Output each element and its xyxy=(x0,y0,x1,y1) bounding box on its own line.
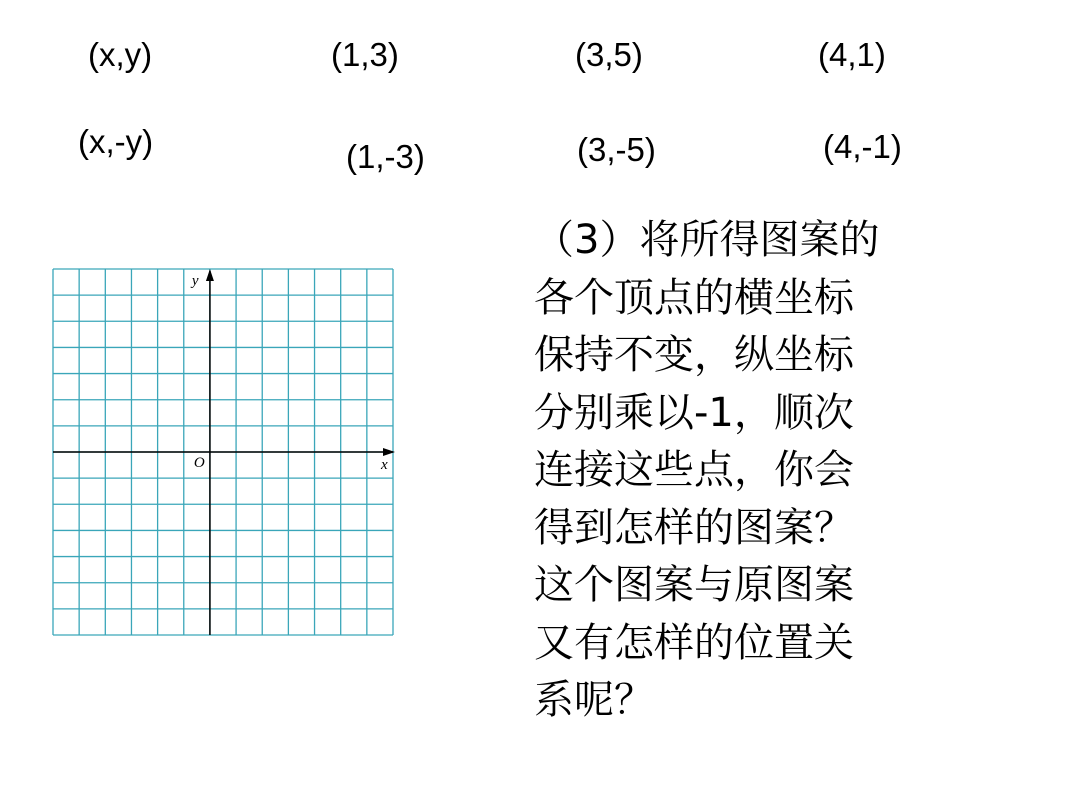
y-axis-label: y xyxy=(191,273,199,289)
coord-point-1: (1,3) xyxy=(331,36,399,73)
coord-transformed-point-2: (3,-5) xyxy=(577,131,656,168)
coord-original-label: (x,y) xyxy=(88,36,153,73)
problem-line-1: （3）将所得图案的 xyxy=(534,217,880,263)
problem-line-7: 这个图案与原图案 xyxy=(534,562,854,608)
x-axis-label: x xyxy=(381,457,388,473)
coord-transformed-label: (x,-y) xyxy=(78,123,154,160)
coordinate-grid xyxy=(52,268,397,640)
coord-point-2: (3,5) xyxy=(575,36,643,73)
problem-line-8: 又有怎样的位置关 xyxy=(534,619,854,666)
y-axis-arrow-icon xyxy=(206,269,214,281)
origin-label: O xyxy=(193,455,205,471)
coord-transformed-point-3: (4,-1) xyxy=(823,128,902,165)
coord-transformed-point-1: (1,-3) xyxy=(346,138,425,175)
axes xyxy=(53,269,395,635)
problem-line-9: 系呢？ xyxy=(534,677,654,723)
problem-line-5: 连接这些点，你会 xyxy=(534,447,854,493)
problem-text xyxy=(534,212,964,730)
problem-line-3: 保持不变，纵坐标 xyxy=(534,332,854,378)
problem-line-6: 得到怎样的图案？ xyxy=(534,504,854,551)
problem-line-2: 各个顶点的横坐标 xyxy=(534,274,854,321)
problem-line-4: 分别乘以-1，顺次 xyxy=(534,389,854,436)
coord-point-3: (4,1) xyxy=(818,36,886,73)
